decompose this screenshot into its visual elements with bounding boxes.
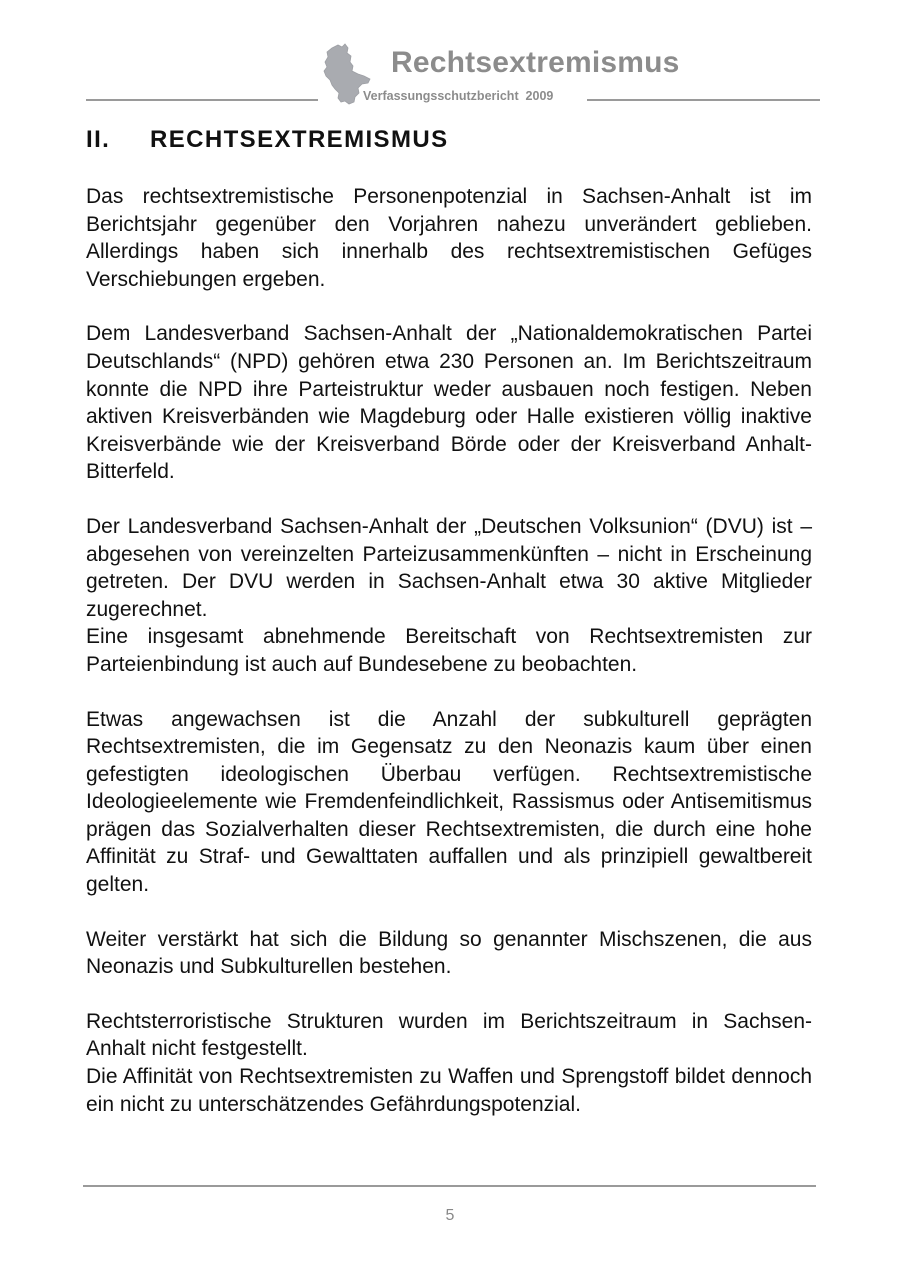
paragraph-npd: Dem Landesverband Sachsen-Anhalt der „Nationaldemokratischen Partei Deutschlands“ (NPD) gehören etwa 230 Personen an. Im Berichtszeitraum konnte die NPD ihre Parteistruktur weder ausbauen noch festigen. Neben aktiven Kreisverbänden wie Magdeburg oder Halle existieren völlig inaktive Kreisverbände wie der Kreisverband Börde oder der Kreisverband Anhalt-Bitterfeld.: [86, 322, 812, 484]
section-number: II.: [86, 126, 111, 153]
paragraph-parteienbindung: Eine insgesamt abnehmende Bereitschaft von Rechtsextremisten zur Parteienbindung ist auch auf Bundesebene zu beobachten.: [86, 625, 812, 676]
paragraph-rechtsterrorismus: Rechtsterroristische Strukturen wurden im Berichtszeitraum in Sachsen-Anhalt nicht festgestellt.: [86, 1009, 812, 1061]
page-header: [0, 0, 900, 115]
header-rule-left: [86, 99, 318, 101]
paragraph-dvu: Der Landesverband Sachsen-Anhalt der „Deutschen Volksunion“ (DVU) ist – abgesehen von vereinzelten Parteizusammenkünften – nicht in Erscheinung getreten. Der DVU werden in Sachsen-Anhalt etwa 30 aktive Mitglieder zugerechnet.: [86, 514, 812, 621]
header-rule-right: [587, 99, 820, 101]
paragraph-mischszenen: Weiter verstärkt hat sich die Bildung so genannter Mischszenen, die aus Neonazis und Subkulturellen bestehen.: [86, 927, 812, 979]
section-heading: [86, 126, 449, 154]
paragraph-subkultur: Etwas angewachsen ist die Anzahl der subkulturell geprägten Rechtsextremisten, die im Gegensatz zu den Neonazis kaum über einen gefestigten ideologischen Überbau verfügen. Rechtsextremistische Ideologieelemente wie Fremdenfeindlichkeit, Rassismus oder Antisemitismus prägen das Sozialverhalten dieser Rechtsextremisten, die durch eine hohe Affinität zu Straf- und Gewalttaten auffallen und als prinzipiell gewaltbereit gelten.: [86, 707, 812, 897]
body-text: [86, 183, 812, 1145]
footer-rule: [83, 1185, 816, 1187]
brand-subtitle: Verfassungsschutzbericht 2009: [363, 89, 554, 103]
section-title: RECHTSEXTREMISMUS: [150, 126, 449, 153]
brand-title: Rechtsextremismus: [391, 46, 680, 79]
page-number: 5: [445, 1207, 455, 1224]
paragraph-personenpotenzial: Das rechtsextremistische Personenpotenzial in Sachsen-Anhalt ist im Berichtsjahr gegenüber den Vorjahren nahezu unverändert geblieben. Allerdings haben sich innerhalb des rechtsextremistischen Gefüges Verschiebungen ergeben.: [86, 185, 812, 291]
paragraph-waffen: Die Affinität von Rechtsextremisten zu Waffen und Sprengstoff bildet dennoch ein nicht zu unterschätzendes Gefährdungspotenzial.: [86, 1065, 812, 1116]
